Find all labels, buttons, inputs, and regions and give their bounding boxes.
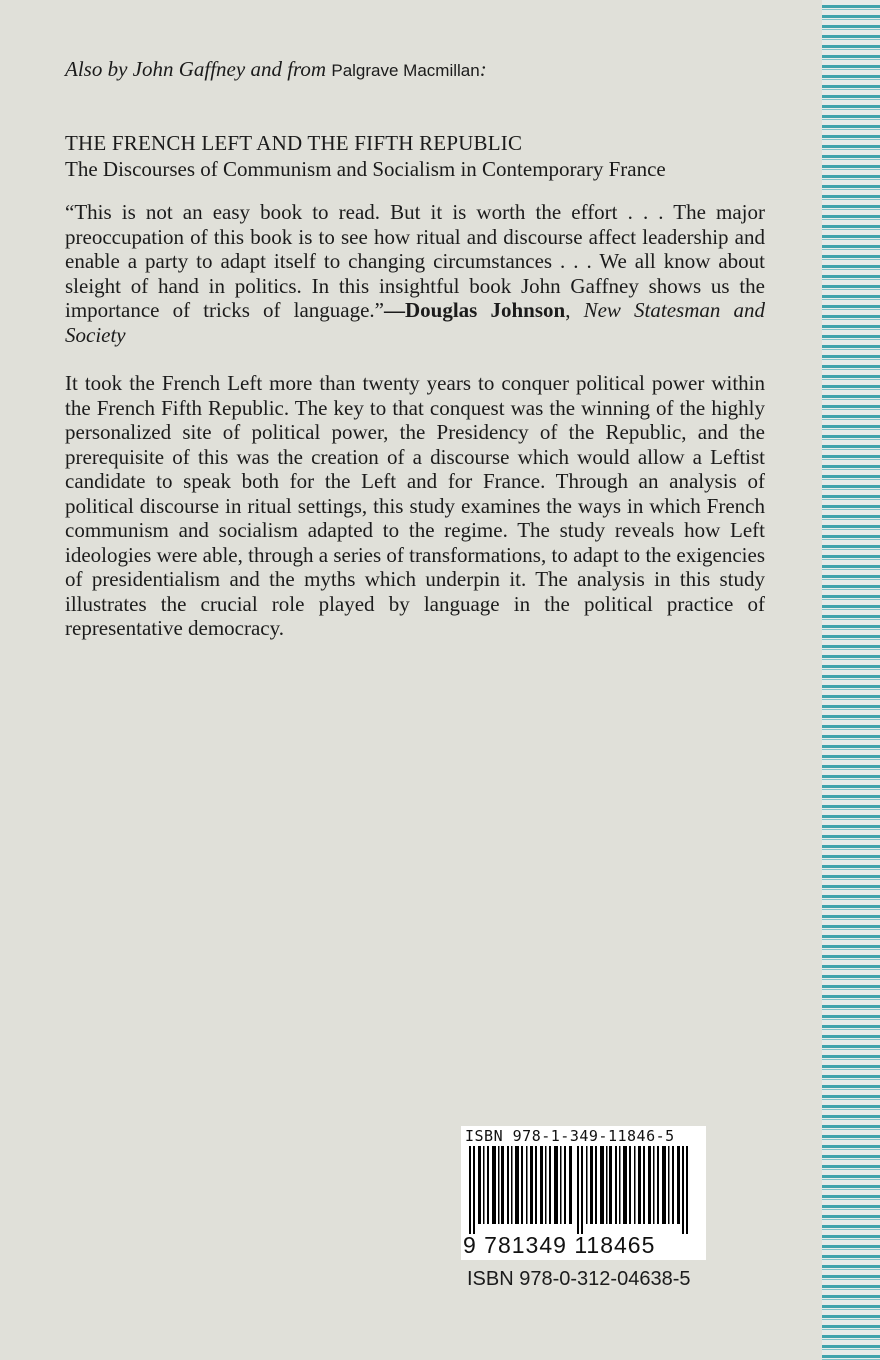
barcode-label [461, 1126, 706, 1260]
publisher-name: Palgrave Macmillan [331, 61, 480, 80]
also-by-prefix: Also by John Gaffney and from [65, 57, 332, 81]
isbn-printed: ISBN 978-0-312-04638-5 [467, 1268, 691, 1290]
review-author: —Douglas Johnson [384, 298, 566, 322]
barcode-ean-digits: 9 781349 118465 [463, 1232, 656, 1258]
review-separator: , [565, 298, 584, 322]
decorative-stripe [822, 0, 880, 1360]
also-by-line [65, 56, 765, 84]
related-book-title: THE FRENCH LEFT AND THE FIFTH REPUBLIC [65, 131, 523, 155]
review-quote [65, 200, 765, 347]
book-description: It took the French Left more than twenty years to conquer political power within the French Fifth Republic. The key to that conquest was the winning of the highly personalized site of political power, the Presidency of the Republic, and the prerequisite of this was the creation of a discourse which would allow a Leftist candidate to speak both for the Left and for France. Through an analysis of political discourse in ritual settings, this study examines the ways in which French communism and socialism adapted to the regime. The study reveals how Left ideologies were able, through a series of transformations, to adapt to the exigencies of presidentialism and the myths which underpin it. The analysis in this study illustrates the crucial role played by language in the political practice of representative democracy. [65, 371, 765, 640]
review-source: New Statesman and Society [65, 298, 766, 347]
barcode-isbn-label: ISBN 978-1-349-11846-5 [465, 1127, 675, 1145]
barcode-icon [469, 1146, 699, 1234]
also-by-suffix: : [479, 57, 487, 81]
review-text: “This is not an easy book to read. But it is worth the effort . . . The major preoccupation of this book is to see how ritual and discourse affect leadership and enable a party to adapt itself to changing circumstances . . . We all know about sleight of hand in politics. In this insightful book John Gaffney shows us the importance of tricks of language.” [65, 200, 765, 322]
back-cover-text [65, 56, 765, 641]
related-book-subtitle: The Discourses of Communism and Socialism in Contemporary France [65, 157, 666, 181]
